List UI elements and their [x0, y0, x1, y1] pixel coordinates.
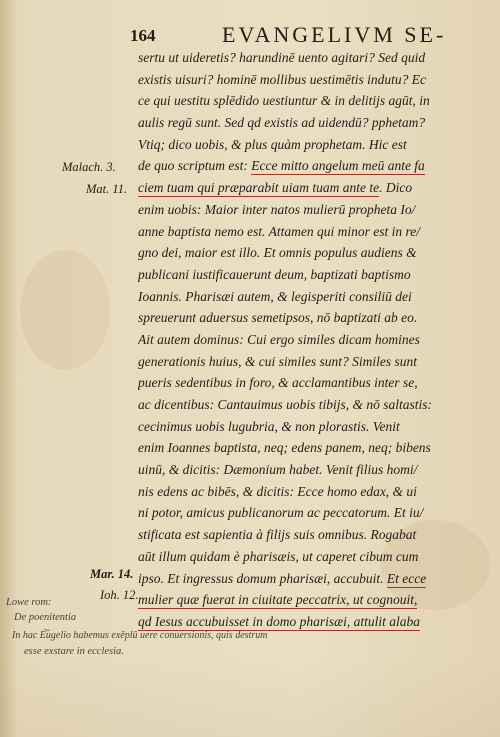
text-line: pueris sedentibus in foro, & acclamantibus inter se, — [138, 375, 418, 391]
folio-number: 164 — [130, 26, 156, 45]
manuscript-note: Lowe rom: — [6, 597, 52, 608]
text-line: publicani iustificauerunt deum, baptizati baptismo — [138, 266, 411, 282]
running-head: EVANGELIVM SE- — [222, 22, 447, 47]
text-line: Ioannis. Pharisæi autem, & legisperiti consiliū dei — [138, 288, 412, 304]
text-line: sertu ut uideretis? harundinē uento agitari? Sed quid — [138, 50, 426, 65]
manuscript-note: esse exstare in ecclesia. — [24, 646, 124, 657]
text-line: Vtiq; dico uobis, & plus quàm prophetam. Hic est — [138, 136, 407, 152]
text-line: aulis regū sunt. Sed qd existis ad uidendū? pphetam? — [138, 115, 426, 131]
text-line: ac dicentibus: Cantauimus uobis tibijs, & nō saltastis: — [138, 397, 433, 412]
manuscript-note: De poenitentia — [14, 612, 77, 623]
underlined-passage: mulier quæ fuerat in ciuitate peccatrix, ut cognouit, — [138, 592, 418, 608]
text-line: de quo scriptum est: Ecce mitto angelum meū ante fa — [138, 158, 425, 174]
underlined-passage: qd Iesus accubuisset in domo pharisæi, attulit alaba — [138, 613, 420, 629]
margin-note-ioh: Ioh. 12. — [100, 588, 139, 602]
text-line: ce qui uestitu splēdido uestiuntur & in delitijs agūt, in — [138, 93, 430, 109]
text-line: enim uobis: Maior inter natos mulierū propheta Io/ — [138, 201, 416, 217]
text-line: spreuerunt aduersus semetipsos, nō baptizati ab eo. — [138, 310, 418, 326]
page-header — [0, 12, 500, 47]
text-line: generationis huius, & cui similes sunt? Similes sunt — [138, 353, 417, 369]
text-line: gno dei, maior est illo. Et omnis populus audiens & — [138, 245, 417, 261]
text-line: Ait autem dominus: Cui ergo similes dicam homines — [138, 331, 420, 347]
text-line: ni potor, amicus publicanorum ac peccatorum. Et iu/ — [138, 505, 424, 521]
manuscript-note: In hac E͠ugelio habemus exēplū uere conuersionis, quis destrum — [12, 630, 268, 641]
text-line: enim Ioannes baptista, neq; edens panem, neq; bibens — [138, 440, 431, 456]
underlined-passage: Ecce mitto angelum meū ante fa — [251, 158, 425, 174]
margin-note-malach: Malach. 3. — [62, 160, 116, 174]
underlined-passage: ciem tuam qui præparabit uiam tuam ante te — [138, 180, 380, 196]
text-line: ciem tuam qui præparabit uiam tuam ante te. Dico — [138, 180, 413, 196]
text-line — [138, 589, 488, 611]
margin-note-marc: Mar. 14. — [90, 567, 134, 581]
margin-note-matth: Mat. 11. — [86, 182, 128, 196]
text-line: anne baptista nemo est. Attamen qui minor est in re/ — [138, 223, 420, 239]
text-line: aūt illum quidam è pharisæis, ut caperet cibum cum — [138, 548, 419, 564]
text-line: uinū, & dicitis: Dæmonium habet. Venit filius homi/ — [138, 462, 418, 478]
text-line: existis uisuri? hominē mollibus uestimētis indutu? Ec — [138, 71, 426, 87]
main-text-block — [138, 47, 488, 633]
text-line: ipso. Et ingressus domum pharisæi, accubuit. Et ecce — [138, 570, 427, 586]
text-line: stificata est sapientia à filijs suis omnibus. Rogabat — [138, 527, 417, 543]
text-line: cecinimus uobis lugubria, & non plorastis. Venit — [138, 418, 400, 434]
text-line: nis edens ac bibēs, & dicitis: Ecce homo edax, & ui — [138, 483, 417, 499]
paper-stain — [20, 250, 110, 370]
underlined-passage: Et ecce — [386, 570, 427, 586]
